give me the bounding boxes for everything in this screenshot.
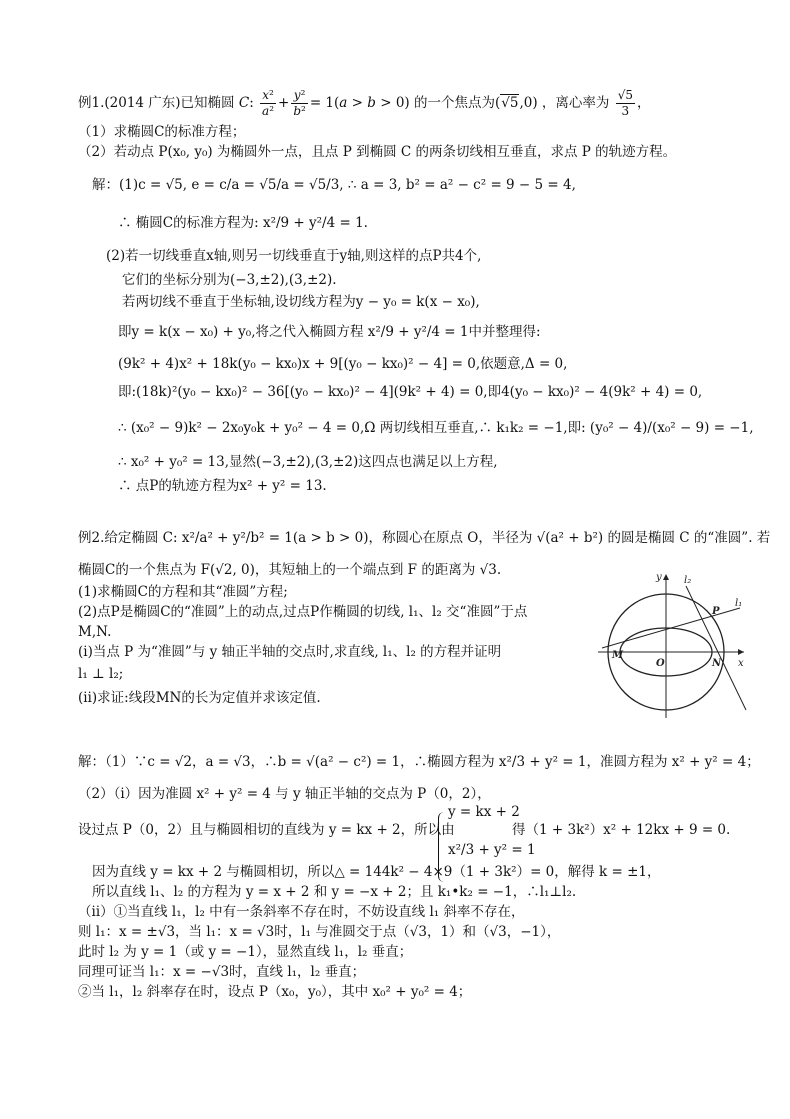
ex1-problem-line1: 例1.(2014 广东)已知椭圆 C: $\frac{\text{x²}}{\text{a²}}$ + $\frac{\text{y²}}{\text{b²}}$ = 1(a > b > 0) 的一个焦点为(√5,0) ，离心率为 $\frac{√5}{3}$ ，: [78, 88, 651, 118]
ex2-question-2-ii: (ⅱ)求证:线段MN的长为定值并求该定值.: [78, 690, 321, 706]
ex1-solution-10: ∴ x₀² + y₀² = 13,显然(−3,±2),(3,±2)这四点也满足以上方程,: [118, 454, 498, 470]
ex1-solution-3: (2)若一切线垂直x轴,则另一切线垂直于y轴,则这样的点P共4个,: [106, 248, 482, 264]
x-axis-arrow: [738, 649, 744, 655]
label-M: M: [612, 650, 624, 661]
label-y: y: [656, 572, 662, 583]
ellipse-figure: [598, 570, 748, 720]
ex1-solution-4: 它们的坐标分别为(−3,±2),(3,±2).: [122, 272, 337, 288]
ex1-solution-8: 即:(18k)²(y₀ − kx₀)² − 36[(y₀ − kx₀)² − 4](9k² + 4) = 0,即4(y₀ − kx₀)² − 4(9k² + 4) = 0,: [118, 384, 703, 400]
ex2-problem-line2: 椭圆C的一个焦点为 F(√2, 0)，其短轴上的一个端点到 F 的距离为 √3.: [78, 562, 502, 578]
ex2-problem-line1: 例2.给定椭圆 C: x²/a² + y²/b² = 1(a > b > 0)，称圆心在原点 O，半径为 √(a² + b²) 的圆是椭圆 C 的“准圆”. 若: [78, 530, 771, 546]
ex2-question-2-i-cont: l₁ ⊥ l₂;: [78, 666, 124, 682]
ex2-solution-5: 所以直线 l₁、l₂ 的方程为 y = x + 2 和 y = −x + 2；且 k₁•k₂ = −1，∴l₁⊥l₂.: [92, 884, 577, 900]
ex2-solution-1: 解：（1）∵c = √2，a = √3，∴b = √(a² − c²) = 1，∴椭圆方程为 x²/3 + y² = 1，准圆方程为 x² + y² = 4；: [78, 754, 760, 770]
ex2-solution-6: （ⅱ）①当直线 l₁，l₂ 中有一条斜率不存在时，不妨设直线 l₁ 斜率不存在，: [78, 904, 525, 920]
label-l1: l₁: [735, 598, 743, 609]
label-N: N: [712, 658, 722, 669]
ex2-question-2: (2)点P是椭圆C的“准圆”上的动点,过点P作椭圆的切线, l₁、l₂ 交“准圆”于点: [78, 604, 528, 620]
y-axis-arrow: [663, 574, 669, 580]
ex2-solution-3a: 设过点 P（0，2）且与椭圆相切的直线为 y = kx + 2，所以由: [78, 822, 455, 838]
fraction-sqrt5-3: $\frac{√5}{3}$: [617, 88, 633, 118]
label-l2: l₂: [684, 575, 692, 586]
ex1-eccentricity-text: ，离心率为: [541, 95, 610, 111]
ex1-label: 例1.(2014 广东)已知椭圆: [78, 95, 235, 111]
ex1-solution-11: ∴ 点P的轨迹方程为x² + y² = 13.: [118, 478, 327, 494]
ex2-question-2-cont: M,N.: [78, 624, 112, 640]
ex2-solution-10: ②当 l₁，l₂ 斜率存在时，设点 P（x₀，y₀），其中 x₀² + y₀² = 4；: [78, 984, 472, 1000]
ex2-solution-7: 则 l₁：x = ±√3，当 l₁：x = √3时，l₁ 与准圆交于点（√3，1）和（√3，−1），: [78, 924, 561, 940]
label-P: P: [712, 606, 720, 617]
ex1-question-1: （1）求椭圆C的标准方程；: [78, 124, 246, 140]
system-eq1: y = kx + 2: [448, 804, 520, 820]
ex1-solution-9: ∴ (x₀² − 9)k² − 2x₀y₀k + y₀² − 4 = 0,Ω 两切线相互垂直,∴ k₁k₂ = −1,即: (y₀² − 4)/(x₀² − 9) = −1,: [118, 420, 754, 436]
fraction-x2-a2: $\frac{\text{x²}}{\text{a²}}$: [262, 88, 275, 118]
ex2-question-1: (1)求椭圆C的方程和其“准圆”方程;: [78, 584, 288, 600]
ex1-solution-5: 若两切线不垂直于坐标轴,设切线方程为y − y₀ = k(x − x₀),: [122, 294, 480, 310]
system-eq2: x²/3 + y² = 1: [448, 842, 536, 858]
label-O: O: [656, 658, 665, 669]
ex1-solution-6: 即y = k(x − x₀) + y₀,将之代入椭圆方程 x²/9 + y²/4 = 1中并整理得:: [118, 324, 541, 340]
ex1-focus-text: 的一个焦点为: [413, 95, 495, 111]
ex2-solution-4: 因为直线 y = kx + 2 与椭圆相切，所以△ = 144k² − 4×9（1 + 3k²）= 0，解得 k = ±1，: [92, 864, 661, 880]
ex2-solution-2: （2）（ⅰ）因为准圆 x² + y² = 4 与 y 轴正半轴的交点为 P（0，2），: [78, 786, 491, 802]
ex2-question-2-i: (ⅰ)当点 P 为“准圆”与 y 轴正半轴的交点时,求直线, l₁、l₂ 的方程并证明: [78, 644, 502, 660]
ex1-question-2: （2）若动点 P(x₀, y₀) 为椭圆外一点，且点 P 到椭圆 C 的两条切线相互垂直，求点 P 的轨迹方程。: [78, 144, 677, 160]
ex1-solution-1: 解：(1)c = √5, e = c/a = √5/a = √5/3, ∴ a = 3, b² = a² − c² = 9 − 5 = 4,: [92, 177, 576, 193]
ex2-solution-9: 同理可证当 l₁：x = −√3时，直线 l₁，l₂ 垂直；: [78, 964, 366, 980]
fraction-y2-b2: $\frac{\text{y²}}{\text{b²}}$: [293, 88, 306, 118]
ex1-solution-2: ∴ 椭圆C的标准方程为: x²/9 + y²/4 = 1.: [118, 215, 368, 231]
label-x: x: [738, 658, 744, 669]
ex2-solution-8: 此时 l₂ 为 y = 1（或 y = −1），显然直线 l₁，l₂ 垂直；: [78, 944, 413, 960]
ex1-solution-7: (9k² + 4)x² + 18k(y₀ − kx₀)x + 9[(y₀ − kx₀)² − 4] = 0,依题意,Δ = 0,: [118, 356, 568, 372]
ex2-solution-3b: 得（1 + 3k²）x² + 12kx + 9 = 0.: [512, 822, 731, 838]
